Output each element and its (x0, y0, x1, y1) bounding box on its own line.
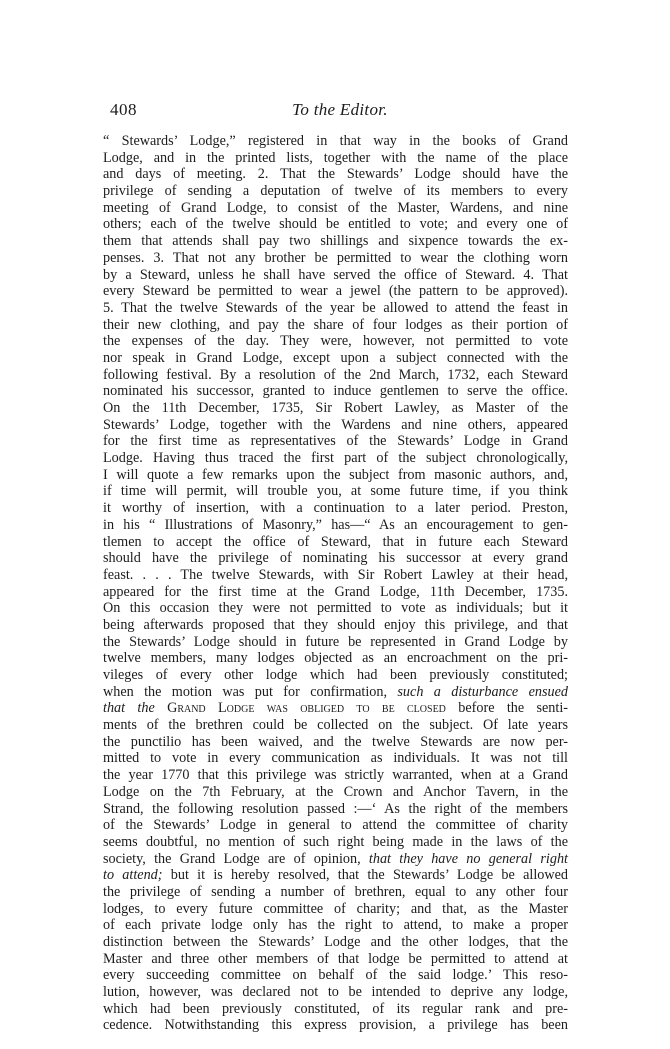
italic-span: to attend; (103, 867, 163, 884)
italic-span: that they have no general right (368, 850, 568, 867)
page-number: 408 (110, 100, 137, 119)
text-line (103, 684, 568, 701)
text-line: Lodge. Having thus traced the first part of the subject chronologically, (103, 450, 568, 467)
text-line: of each private lodge only has the right to attend, to make a proper (103, 917, 568, 934)
text-line: in his “ Illustrations of Masonry,” has—“ As an encouragement to gen- (103, 516, 568, 533)
text-line: Lodge on the 7th February, at the Crown and Anchor Tavern, in the (103, 783, 568, 800)
text-span: when the motion was put for confirmation, (103, 683, 398, 700)
text-line: Stewards’ Lodge, together with the Wardens and nine others, appeared (103, 416, 568, 433)
text-line: it worthy of insertion, with a continuation to a later period. Preston, (103, 500, 568, 517)
text-line: the expenses of the day. They were, however, not permitted to vote (103, 333, 568, 350)
text-span: society, the Grand Lodge are of opinion, (103, 850, 369, 867)
text-line: should have the privilege of nominating his successor at every grand (103, 550, 568, 567)
text-line: and days of meeting. 2. That the Stewards’ Lodge should have the (103, 166, 568, 183)
text-line: of the Stewards’ Lodge in general to attend the committee of charity (103, 817, 568, 834)
text-span: but it is hereby resolved, that the Stewards’ Lodge be allowed (162, 867, 568, 884)
text-line: feast. . . . The twelve Stewards, with Sir Robert Lawley at their head, (103, 566, 568, 583)
text-line: which had been previously constituted, of its regular rank and pre- (103, 1000, 568, 1017)
text-line: privilege of sending a deputation of twelve of its members to every (103, 183, 568, 200)
running-head (110, 100, 570, 122)
text-line: “ Stewards’ Lodge,” registered in that way in the books of Grand (103, 133, 568, 149)
text-line (103, 700, 568, 717)
text-line: lution, however, was declared not to be intended to deprive any lodge, (103, 984, 568, 1001)
text-line: lodges, to every future committee of charity; and that, as the Master (103, 900, 568, 917)
text-line: mitted to vote in every communication as individuals. It was not till (103, 750, 568, 767)
text-line: if time will permit, will trouble you, at some future time, if you think (103, 483, 568, 500)
text-line: seems doubtful, no mention of such right being made in the laws of the (103, 833, 568, 850)
text-line: being afterwards proposed that they should enjoy this privilege, and that (103, 616, 568, 633)
text-line: Strand, the following resolution passed :—‘ As the right of the members (103, 800, 568, 817)
text-line (103, 867, 568, 884)
text-line: nominated his successor, granted to induce gentlemen to serve the office. (103, 383, 568, 400)
text-line: the year 1770 that this privilege was strictly warranted, when at a Grand (103, 767, 568, 784)
text-line: following festival. By a resolution of the 2nd March, 1732, each Steward (103, 366, 568, 383)
text-line: every succeeding committee on behalf of the said lodge.’ This reso- (103, 967, 568, 984)
text-line: the punctilio has been waived, and the twelve Stewards are now per- (103, 733, 568, 750)
text-line: meeting of Grand Lodge, to consist of the Master, Wardens, and nine (103, 199, 568, 216)
text-line: vileges of every other lodge which had been previously constituted; (103, 667, 568, 683)
text-line: I will quote a few remarks upon the subject from masonic authors, and, (103, 466, 568, 483)
text-line: for the first time as representatives of the Stewards’ Lodge in Grand (103, 433, 568, 450)
text-line: the Stewards’ Lodge should in future be represented in Grand Lodge by (103, 633, 568, 650)
italic-span: that the (103, 700, 168, 717)
text-line: every Steward be permitted to wear a jewel (the pattern to be approved). (103, 283, 568, 300)
running-title: To the Editor. (292, 100, 388, 119)
text-line: Lodge, and in the printed lists, together with the name of the place (103, 149, 568, 166)
text-line: 5. That the twelve Stewards of the year be allowed to attend the feast in (103, 299, 568, 316)
text-line: penses. 3. That not any brother be permitted to wear the clothing worn (103, 249, 568, 266)
text-line: twelve members, many lodges objected as an encroachment on the pri- (103, 650, 568, 667)
text-line: cedence. Notwithstanding this express provision, a privilege has been (103, 1017, 568, 1034)
text-line: by a Steward, unless he shall have served the office of Steward. 4. That (103, 266, 568, 283)
body-text (103, 133, 568, 1034)
text-line: nor speak in Grand Lodge, except upon a subject connected with the (103, 349, 568, 366)
text-line: appeared for the first time at the Grand Lodge, 11th December, 1735. (103, 583, 568, 600)
italic-span: such a disturbance ensued (397, 683, 568, 700)
text-line: ments of the brethren could be collected on the subject. Of late years (103, 717, 568, 734)
text-line: their new clothing, and pay the share of four lodges as their portion of (103, 316, 568, 333)
text-line: the privilege of sending a number of brethren, equal to any other four (103, 883, 568, 900)
text-line (103, 851, 568, 868)
text-line: distinction between the Stewards’ Lodge and the other lodges, that the (103, 934, 568, 950)
text-line: others; each of the twelve should be entitled to vote; and every one of (103, 216, 568, 233)
small-caps-span: Grand Lodge was obliged to be closed (167, 700, 446, 717)
text-line: On the 11th December, 1735, Sir Robert Lawley, as Master of the (103, 400, 568, 416)
text-line: tlemen to accept the office of Steward, that in future each Steward (103, 533, 568, 550)
text-span: before the senti- (445, 700, 569, 717)
text-line: On this occasion they were not permitted to vote as individuals; but it (103, 600, 568, 617)
text-line: them that attends shall pay two shillings and sixpence towards the ex- (103, 233, 568, 250)
text-line: Master and three other members of that lodge be permitted to attend at (103, 950, 568, 967)
